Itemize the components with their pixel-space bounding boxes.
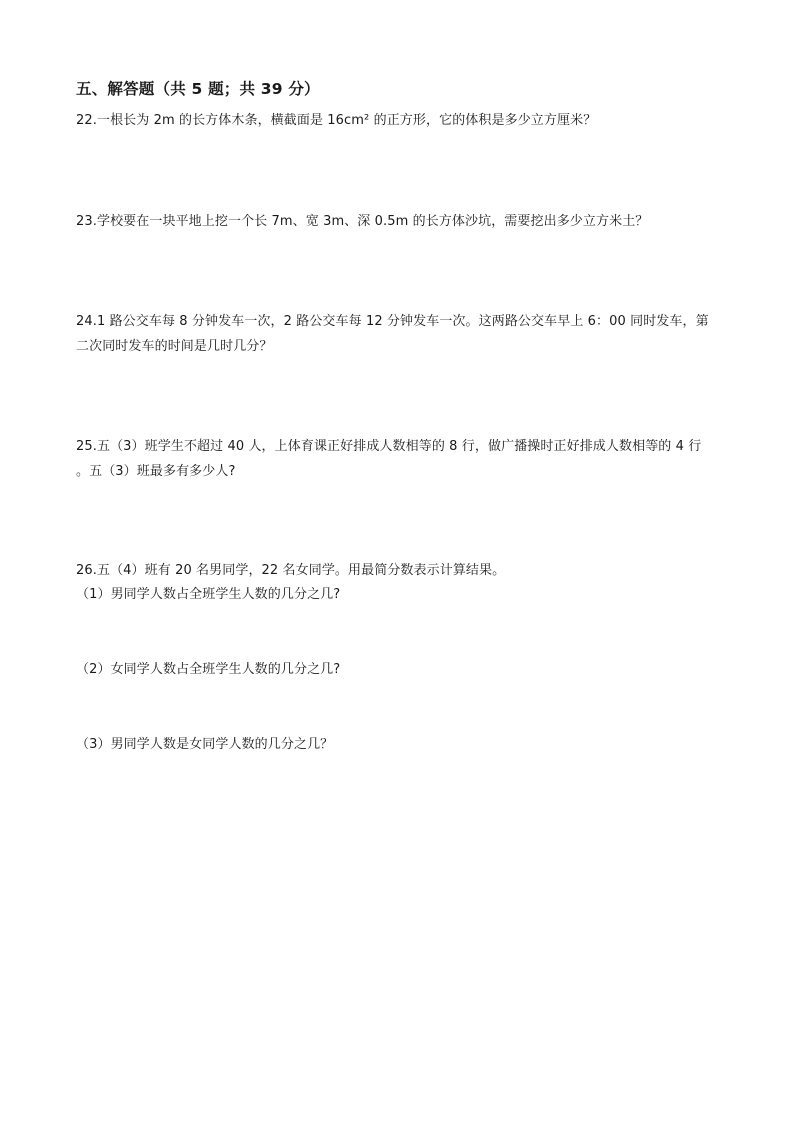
question-26-subquestion-2: （2）女同学人数占全班学生人数的几分之几? [76, 662, 341, 677]
question-23-line-1: 23.学校要在一块平地上挖一个长 7m、宽 3m、深 0.5m 的长方体沙坑，需要挖出多少立方米土？ [76, 214, 649, 229]
question-25-line-1: 25.五（3）班学生不超过 40 人，上体育课正好排成人数相等的 8 行，做广播操时正好排成人数相等的 4 行 [76, 439, 702, 454]
question-26-subquestion-1: （1）男同学人数占全班学生人数的几分之几? [76, 587, 341, 602]
question-25 [76, 434, 726, 484]
question-22-line-1: 22.一根长为 2m 的长方体木条，横截面是 16cm² 的正方形，它的体积是多少立方厘米？ [76, 113, 597, 128]
question-26-line-1: 26.五（4）班有 20 名男同学，22 名女同学。用最简分数表示计算结果。 [76, 563, 506, 578]
question-26-subquestion-3: （3）男同学人数是女同学人数的几分之几？ [76, 737, 334, 752]
question-24-line-2: 二次同时发车的时间是几时几分？ [76, 339, 273, 354]
question-22 [76, 108, 726, 133]
question-24-line-1: 24.1 路公交车每 8 分钟发车一次，2 路公交车每 12 分钟发车一次。这两路公交车早上 6：00 同时发车，第 [76, 314, 709, 329]
question-23 [76, 209, 726, 234]
question-24 [76, 309, 726, 359]
question-25-line-2: 。五（3）班最多有多少人? [76, 464, 236, 479]
question-26 [76, 559, 726, 607]
section-title: 五、解答题（共 5 题；共 39 分） [76, 80, 320, 98]
